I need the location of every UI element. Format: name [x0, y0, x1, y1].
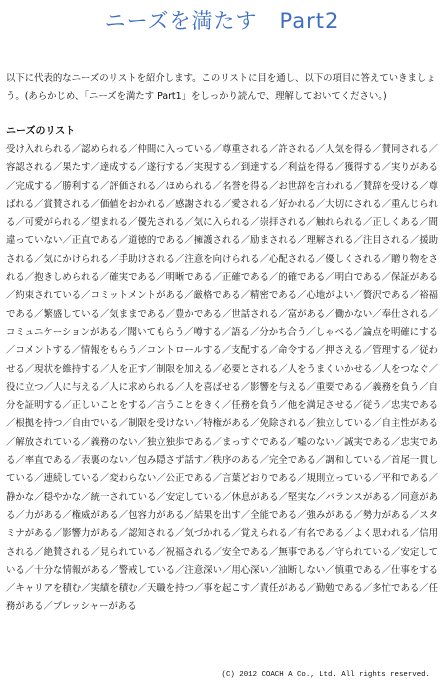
needs-list-text: 受け入れられる／認められる／仲間に入っている／尊重される／許される／人気を得る／賛同される／容認される／果たす／達成する／遂行する／実現する／到達する／利益を得る／獲得する／実りがある／完成する／勝利する／評価される／ほめられる／名誉を得る／お世辞を言われる／賛辞を受ける／尊ばれる／賞賛される／価値をおかれる／感謝される／愛される／好かれる／大切にされる／重んじられる／可愛がられる／望まれる／優先される／気に入られる／崇拝される／触れられる／正しくある／間違っていない／正直である／道徳的である／擁護される／励まされる／理解される／注目される／援助される／気にかけられる／手助けされる／注意を向けられる／心配される／優しくされる／贈り物をされる／抱きしめられる／確実である／明晰である／正確である／的確である／明白である／保証がある／約束されている／コミットメントがある／厳格である／精密である／心地がよい／贅沢である／裕福である／繁盛している／気ままである／豊かである／世話される／富がある／働かない／奉仕される／コミュニケーションがある／聞いてもらう／噂する／語る／分かち合う／しゃべる／論点を明確にする／コメントする／情報をもらう／コントロールする／支配する／命令する／押さえる／管理する／従わせる／現状を維持する／人を正す／制限を加える／必要とされる／人をうまくいかせる／人をつなぐ／役に立つ／人に与える／人に求められる／人を喜ばせる／影響を与える／重要である／義務を負う／自分を証明する／正しいことをする／言うことをきく／任務を負う／他を満足させる／従う／忠実である／根拠を持つ／自由でいる／制限を受けない／特権がある／免除される／独立している／自主性がある／解放されている／義務のない／独立独歩である／まっすぐである／嘘のない／誠実である／忠実である／率直である／表裏のない／包み隠さず話す／秩序のある／完全である／調和している／首尾一貫している／連続している／変わらない／公正である／言葉どおりである／規則立っている／平和である／静かな／穏やかな／統一されている／安定している／休息がある／堅実な／バランスがある／同意がある／力がある／権威がある／包容力がある／結果を出す／全能である／強みがある／勢力がある／スタミナがある／影響力がある／認知される／気づかれる／覚えられる／有名である／よく思われる／信用される／絶賛される／見られている／祝福される／安全である／無事である／守られている／安定している／十分な情報がある／警戒している／注意深い／用心深い／油断しない／慎重である／仕事をする／キャリアを積む／実績を積む／天職を持つ／事を起こす／責任がある／勤勉である／多忙である／任務がある／プレッシャーがある — [6, 144, 438, 613]
intro-paragraph: 以下に代表的なニーズのリストを紹介します。このリストに目を通し、以下の項目に答えていきましょう。(あらかじめ、「ニーズを満たす Part1」をしっかり読んで、理解しておいてください。) — [6, 73, 436, 102]
needs-list-heading: ニーズのリスト — [6, 126, 76, 137]
copyright-notice: (C) 2012 COACH A Co., Ltd. All rights reserved. — [221, 671, 430, 679]
page-title: ニーズを満たす Part2 — [104, 9, 340, 33]
